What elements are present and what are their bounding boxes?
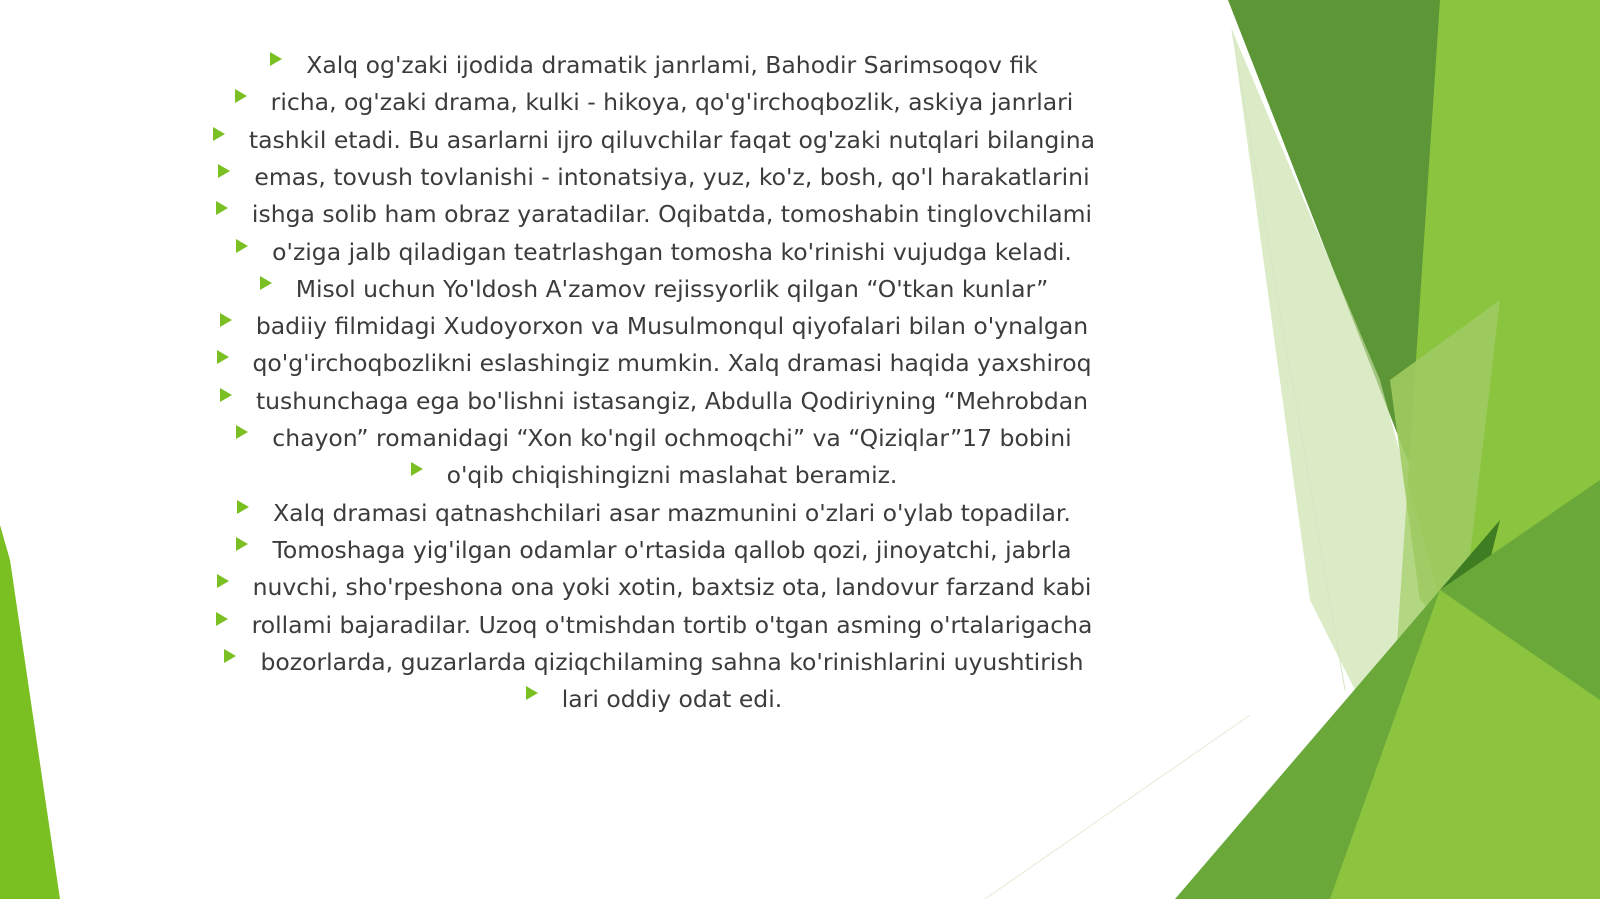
bullet-item (0, 47, 1600, 84)
bullet-item (0, 681, 1600, 718)
green-triangle-bullet-icon (217, 350, 229, 364)
green-triangle-bullet-icon (411, 462, 423, 476)
green-triangle-bullet-icon (236, 239, 248, 253)
bullet-text: Tomoshaga yig'ilgan odamlar o'rtasida qallob qozi, jinoyatchi, jabrla (272, 535, 1072, 564)
bullet-item (0, 457, 1600, 494)
green-triangle-bullet-icon (216, 201, 228, 215)
bullet-text: badiiy filmidagi Xudoyorxon va Musulmonqul qiyofalari bilan o'ynalgan (255, 312, 1089, 341)
bullet-text: Misol uchun Yo'ldosh A'zamov rejissyorlik qilgan “O'tkan kunlar” (295, 274, 1049, 303)
bullet-item (0, 271, 1600, 308)
bullet-item (0, 420, 1600, 457)
bullet-item (0, 159, 1600, 196)
bullet-text: tashkil etadi. Bu asarlarni ijro qiluvchilar faqat og'zaki nutqlari bilangina (248, 125, 1096, 154)
bullet-text: ishga solib ham obraz yaratadilar. Oqibatda, tomoshabin tinglovchilami (251, 200, 1093, 229)
green-triangle-bullet-icon (236, 537, 248, 551)
green-triangle-bullet-icon (526, 686, 538, 700)
bullet-item (0, 308, 1600, 345)
bullet-text: qo'g'irchoqbozlikni eslashingiz mumkin. Xalq dramasi haqida yaxshiroq (252, 349, 1092, 378)
green-triangle-bullet-icon (220, 313, 232, 327)
green-triangle-bullet-icon (237, 500, 249, 514)
bullet-item (0, 84, 1600, 121)
bullet-text: nuvchi, sho'rpeshona ona yoki xotin, baxtsiz ota, landovur farzand kabi (252, 573, 1092, 602)
bullet-text: emas, tovush tovlanishi - intonatsiya, yuz, ko'z, bosh, qo'l harakatlarini (254, 162, 1090, 191)
bullet-text: rollami bajaradilar. Uzoq o'tmishdan tortib o'tgan asming o'rtalarigacha (251, 610, 1093, 639)
bullet-text: o'ziga jalb qiladigan teatrlashgan tomosha ko'rinishi vujudga keladi. (272, 237, 1072, 266)
bullet-text: o'qib chiqishingizni maslahat beramiz. (446, 461, 898, 490)
bullet-item (0, 122, 1600, 159)
bullet-text: chayon” romanidagi “Xon ko'ngil ochmoqchi” va “Qiziqlar”17 bobini (272, 424, 1072, 452)
green-triangle-bullet-icon (217, 574, 229, 588)
green-triangle-bullet-icon (236, 425, 248, 439)
bullet-text: tushunchaga ega bo'lishni istasangiz, Abdulla Qodiriyning “Mehrobdan (255, 386, 1089, 415)
bullet-item (0, 345, 1600, 382)
green-triangle-bullet-icon (213, 127, 225, 141)
bullet-text: Xalq og'zaki ijodida dramatik janrlami, Bahodir Sarimsoqov fik (306, 51, 1038, 79)
bullet-text: bozorlarda, guzarlarda qiziqchilaming sahna ko'rinishlarini uyushtirish (260, 647, 1084, 676)
bullet-text: richa, og'zaki drama, kulki - hikoya, qo'g'irchoqbozlik, askiya janrlari (270, 88, 1074, 117)
bullet-item (0, 607, 1600, 644)
bullet-item (0, 196, 1600, 233)
bullet-text: lari oddiy odat edi. (561, 685, 783, 714)
bullet-item (0, 383, 1600, 420)
bullet-item (0, 532, 1600, 569)
green-triangle-bullet-icon (220, 388, 232, 402)
green-triangle-bullet-icon (218, 164, 230, 178)
bullet-item (0, 644, 1600, 681)
bullet-item (0, 234, 1600, 271)
bullet-text: Xalq dramasi qatnashchilari asar mazmunini o'zlari o'ylab topadilar. (273, 498, 1071, 527)
bullet-item (0, 495, 1600, 532)
green-triangle-bullet-icon (260, 276, 272, 290)
green-triangle-bullet-icon (235, 89, 247, 103)
green-triangle-bullet-icon (270, 52, 282, 66)
green-triangle-bullet-icon (224, 649, 236, 663)
green-triangle-bullet-icon (216, 612, 228, 626)
bullet-item (0, 569, 1600, 606)
